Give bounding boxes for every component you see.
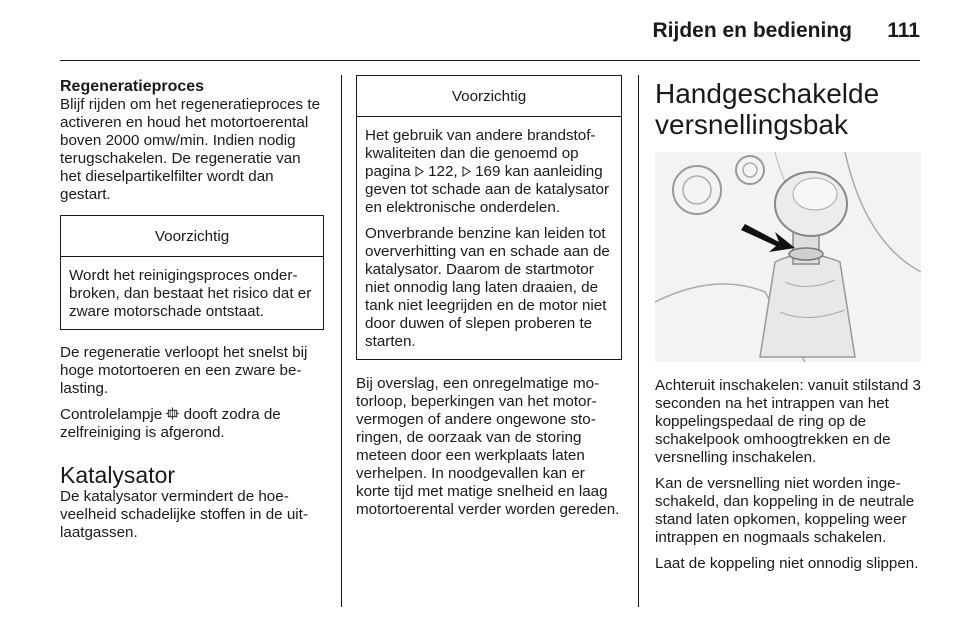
- caution-fuel-text-a: Het gebruik van andere brandstofkwaliteiten dan die genoemd op pagina: [365, 127, 596, 180]
- caution-box-fuel: [356, 75, 622, 360]
- caution-fuel-text-b: kan aanleiding geven tot schade aan de katalysator en elektronische onderdelen.: [365, 163, 610, 216]
- page-header: [0, 0, 960, 60]
- warning-lamp-text-a: Controlelampje: [60, 406, 163, 423]
- caution-body: [61, 257, 323, 329]
- regeneration-heading: Regeneratieproces: [60, 78, 205, 95]
- gear-engage-text: Kan de versnelling niet worden ingeschakeld, dan koppeling in de neutrale stand laten opkomen, koppeling weer intrappen en nogmaals schakelen.: [655, 475, 915, 546]
- dpf-warning-lamp-icon: [166, 407, 179, 420]
- caution-title-fuel: Voorzichtig: [357, 76, 621, 117]
- caution-fuel-text: [365, 127, 613, 217]
- column-divider-1: [341, 75, 342, 607]
- caution-box: [60, 215, 324, 330]
- page-ref-122[interactable]: 122,: [428, 163, 458, 180]
- warning-lamp-text-b: dooft zodra de zelfreiniging is afgerond.: [60, 406, 281, 441]
- section-title: Rijden en bediening: [652, 19, 852, 42]
- reverse-gear-text: Achteruit inschakelen: vanuit stilstand 3 seconden na het intrappen van het koppelingspedaal de ring op de schakelpook omhoogtrekken en de versnelling inschakelen.: [655, 377, 921, 466]
- page-ref-169[interactable]: 169: [475, 163, 501, 180]
- column-right: [655, 78, 921, 140]
- page-number: 111: [887, 19, 920, 42]
- regeneration-speed-text: De regeneratie verloopt het snelst bij hoge motortoeren en een zware belasting.: [60, 344, 308, 397]
- column-right-text: [655, 377, 921, 573]
- column-divider-2: [638, 75, 639, 607]
- gear-lever-illustration: [655, 152, 921, 362]
- catalyst-heading: Katalysator: [60, 462, 176, 488]
- gear-lever-drawing: [655, 152, 921, 362]
- regeneration-text: Blijf rijden om het regeneratieproces te activeren en houd het motortoerental boven 2000 omw/min. Indien nodig terugschakelen. De regeneratie van het dieselpartikelfilter wordt dan gestart.: [60, 96, 321, 203]
- catalyst-text: De katalysator vermindert de hoeveelheid schadelijke stoffen in de uitlaatgassen.: [60, 488, 308, 541]
- caution-body-fuel: [357, 117, 621, 359]
- manual-gearbox-heading: Handgeschakelde versnellingsbak: [655, 78, 880, 140]
- page-reference-arrow-icon: [462, 166, 471, 177]
- caution-text: Wordt het reinigingsproces onderbroken, dan bestaat het risico dat er zware motorschade ontstaat.: [69, 267, 312, 320]
- column-middle: [356, 75, 622, 519]
- column-left: [60, 78, 324, 542]
- page-reference-arrow-icon: [415, 166, 424, 177]
- malfunction-text: Bij overslag, een onregelmatige motorloop, beperkingen van het motorvermogen of andere ongewone storingen, de oorzaak van de storing meteen door een werkplaats laten verhelpen. In noodgevallen kan er korte tijd met matige snelheid en laag motortoerental verder worden gereden.: [356, 375, 620, 518]
- warning-lamp-text: [60, 406, 324, 442]
- header-rule: [60, 60, 920, 61]
- caution-title: Voorzichtig: [61, 216, 323, 257]
- clutch-slip-text: Laat de koppeling niet onnodig slippen.: [655, 555, 919, 572]
- caution-petrol-text: Onverbrande benzine kan leiden tot oververhitting van en schade aan de katalysator. Daarom de startmotor niet onnodig lang laten draaien, de tank niet leegrijden en de motor niet door duwen of slepen proberen te starten.: [365, 225, 610, 350]
